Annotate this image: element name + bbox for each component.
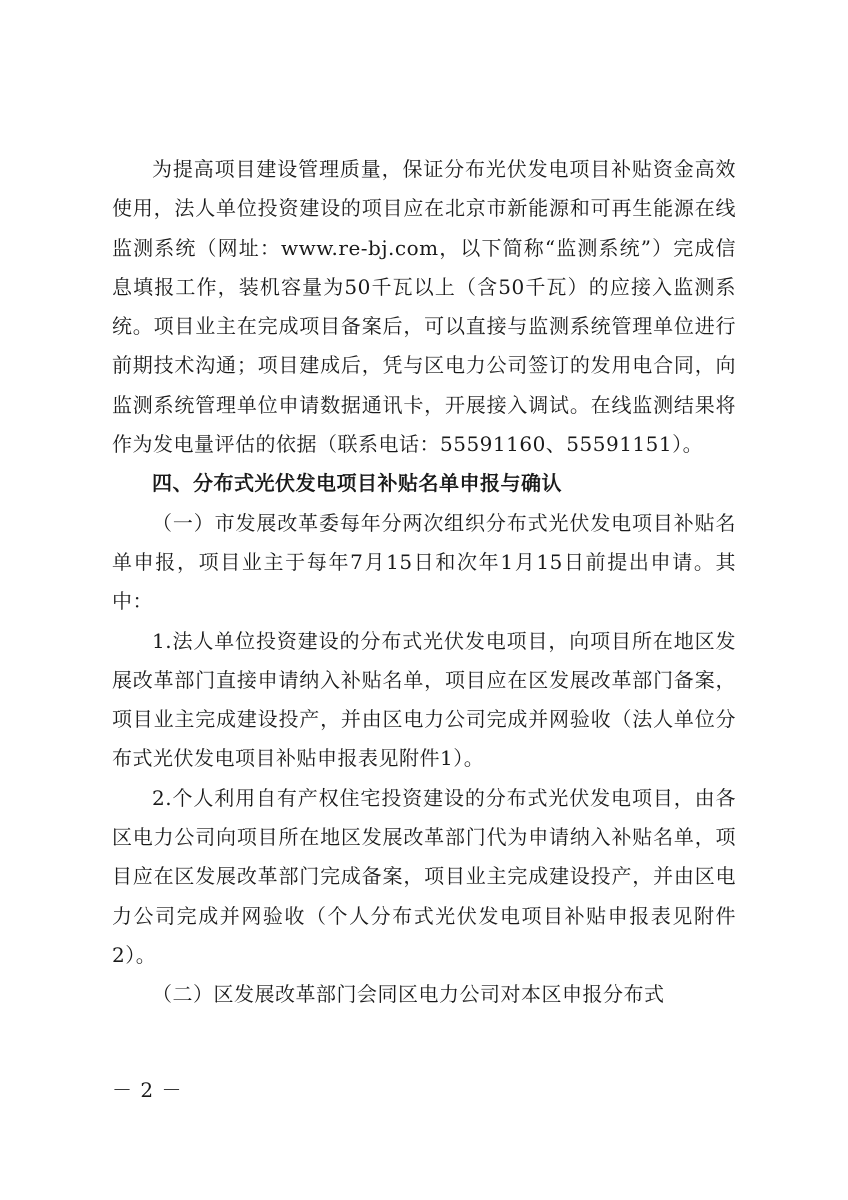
section-heading-4: 四、分布式光伏发电项目补贴名单申报与确认	[152, 471, 562, 496]
paragraph-item-1: 1.法人单位投资建设的分布式光伏发电项目，向项目所在地区发展改革部门直接申请纳入补贴名单，项目应在区发展改革部门备案，项目业主完成建设投产，并由区电力公司完成并网验收（法人单位分布式光伏发电项目补贴申报表见附件1）。	[112, 628, 736, 771]
paragraph-subsidy-application: （一）市发展改革委每年分两次组织分布式光伏发电项目补贴名单申报，项目业主于每年7月15日和次年1月15日前提出申请。其中：	[112, 510, 736, 614]
body-text	[112, 150, 736, 1015]
page-number: － 2 －	[112, 1078, 183, 1102]
paragraph-monitoring-system: 为提高项目建设管理质量，保证分布光伏发电项目补贴资金高效使用，法人单位投资建设的项目应在北京市新能源和可再生能源在线监测系统（网址：www.re-bj.com，以下简称“监测系统”）完成信息填报工作，装机容量为50千瓦以上（含50千瓦）的应接入监测系统。项目业主在完成项目备案后，可以直接与监测系统管理单位进行前期技术沟通；项目建成后，凭与区电力公司签订的发用电合同，向监测系统管理单位申请数据通讯卡，开展接入调试。在线监测结果将作为发电量评估的依据（联系电话：55591160、55591151）。	[112, 157, 736, 457]
paragraph-section-2: （二）区发展改革部门会同区电力公司对本区申报分布式	[152, 982, 665, 1007]
paragraph-item-2: 2.个人利用自有产权住宅投资建设的分布式光伏发电项目，由各区电力公司向项目所在地区发展改革部门代为申请纳入补贴名单，项目应在区发展改革部门完成备案，项目业主完成建设投产，并由区电力公司完成并网验收（个人分布式光伏发电项目补贴申报表见附件2）。	[112, 785, 736, 967]
